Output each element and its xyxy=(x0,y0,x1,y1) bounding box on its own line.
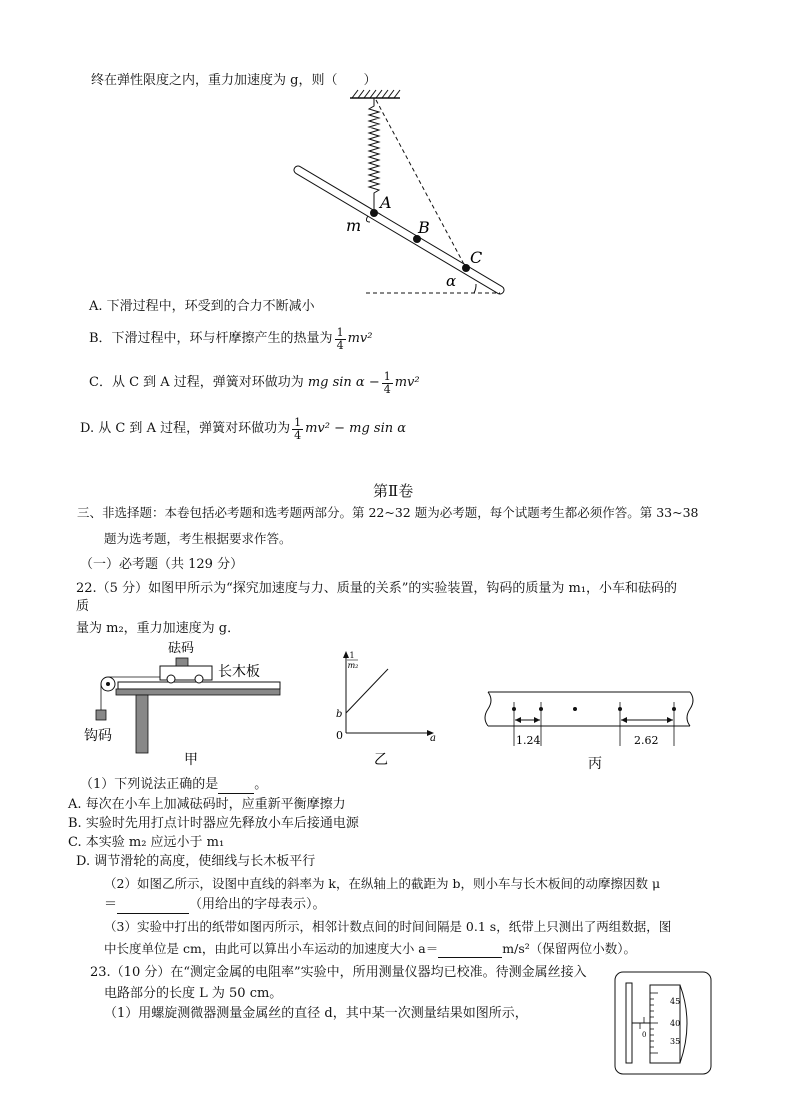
fraction-quarter: $\frac{1}{4}$ xyxy=(383,369,391,396)
q23-line3: （1）用螺旋测微器测量金属丝的直径 d，其中某一次测量结果如图所示， xyxy=(104,1006,528,1021)
fraction-quarter: $\frac{1}{4}$ xyxy=(294,415,302,442)
apparatus-figure xyxy=(80,638,290,770)
weights-block xyxy=(176,658,188,666)
hook-weight xyxy=(96,710,106,720)
q22-sub3-line2 xyxy=(104,940,636,958)
required-section: （一）必考题（共 129 分） xyxy=(80,557,244,572)
label-weights: 砝码 xyxy=(168,641,195,656)
q22-option-C: C. 本实验 m₂ 应远小于 m₁ xyxy=(68,835,225,850)
label-A: A xyxy=(380,193,392,212)
tick-35: 35 xyxy=(670,1037,681,1046)
caption-bing: 丙 xyxy=(588,756,602,772)
answer-blank[interactable] xyxy=(117,913,189,914)
mv2-term: mv² xyxy=(347,331,373,346)
q22-sub3-text: 中长度单位是 cm，由此可以算出小车运动的加速度大小 a＝ xyxy=(104,941,439,956)
option-D-text: D. 从 C 到 A 过程，弹簧对环做功为 xyxy=(80,421,291,436)
label-hook: 钩码 xyxy=(84,728,112,744)
option-C-text: C．从 C 到 A 过程，弹簧对环做功为 xyxy=(89,375,304,390)
caption-jia: 甲 xyxy=(184,752,198,768)
q22-option-A: A. 每次在小车上加减砝码时，应重新平衡摩擦力 xyxy=(68,797,346,812)
table-leg xyxy=(136,695,148,753)
table-top xyxy=(116,689,280,695)
q22-line1: 22.（5 分）如图甲所示为“探究加速度与力、质量的关系”的实验装置，钩码的质量为 m₁，小车和砝码的 xyxy=(76,581,678,596)
option-C xyxy=(89,366,420,400)
anvil xyxy=(626,983,632,1063)
ceiling-hatch xyxy=(352,90,400,98)
option-C-expr: mg sin α − xyxy=(307,375,380,390)
q22-sub3-line1: （3）实验中打出的纸带如图丙所示，相邻计数点间的时间间隔是 0.1 s，纸带上只测出了两组数据，图 xyxy=(104,919,672,934)
ylabel-den: m₂ xyxy=(347,661,359,670)
cart-wheel xyxy=(195,675,203,683)
q22-sub1-text: （1）下列说法正确的是 xyxy=(80,777,219,792)
label-m: m xyxy=(346,216,362,235)
caption-yi: 乙 xyxy=(374,752,388,768)
nonchoice-line1: 三、非选择题：本卷包括必考题和选考题两部分。第 22~32 题为必考题，每个试题考生都必须作答。第 33~38 xyxy=(77,505,699,520)
q22-sub3-unit: m/s²（保留两位小数）。 xyxy=(502,941,637,956)
origin-label: 0 xyxy=(336,729,343,742)
q22-sub2-hint: （用给出的字母表示）。 xyxy=(189,897,326,912)
equals-sign: ＝ xyxy=(104,897,118,912)
ylabel-num: 1 xyxy=(349,651,355,660)
q22-sub1 xyxy=(80,776,267,794)
q22-sub2-line2 xyxy=(104,896,326,914)
intercept-b: b xyxy=(336,709,343,720)
q22-option-B: B. 实验时先用打点计时器应先释放小车后接通电源 xyxy=(68,816,359,831)
nonchoice-line2: 题为选考题，考生根据要求作答。 xyxy=(104,531,292,546)
graph-line xyxy=(346,669,388,713)
label-C: C xyxy=(470,248,483,267)
q22-line2: 质 xyxy=(76,599,90,614)
graph-figure xyxy=(330,645,440,770)
ring-A xyxy=(370,209,378,217)
option-B-text: B．下滑过程中，环与杆摩擦产生的热量为 xyxy=(89,331,333,346)
label-board: 长木板 xyxy=(218,664,260,680)
tick-45: 45 xyxy=(670,997,681,1006)
tick-40: 40 xyxy=(670,1019,681,1028)
label-B: B xyxy=(418,218,430,237)
tape-dot xyxy=(573,707,577,711)
spring xyxy=(369,98,379,213)
cart-wheel xyxy=(167,675,175,683)
tape-right-edge xyxy=(687,692,693,726)
tape-left-edge xyxy=(485,692,491,726)
q23-line2: 电路部分的长度 L 为 50 cm。 xyxy=(104,986,283,1001)
q22-line3: 量为 m₂，重力加速度为 g． xyxy=(76,621,241,636)
point-C xyxy=(462,264,470,272)
alpha-arc xyxy=(474,284,476,293)
option-A: A. 下滑过程中，环受到的合力不断减小 xyxy=(89,299,315,314)
q23-line1: 23.（10 分）在“测定金属的电阻率”实验中，所用测量仪器均已校准。待测金属丝接入 xyxy=(90,965,587,980)
q22-sub1-end: 。 xyxy=(254,777,268,792)
option-D xyxy=(80,412,406,446)
answer-blank[interactable] xyxy=(218,793,254,794)
q22-sub2-line1: （2）如图乙所示，设图中直线的斜率为 k，在纵轴上的截距为 b，则小车与长木板间的动摩擦因数 μ xyxy=(104,876,661,891)
section-title: 第Ⅱ卷 xyxy=(373,482,414,500)
micrometer-figure xyxy=(614,971,714,1077)
xlabel-a: a xyxy=(430,733,436,744)
main-zero: 0 xyxy=(642,1031,647,1039)
q22-option-D: D. 调节滑轮的高度，使细线与长木板平行 xyxy=(76,854,316,869)
dim-label-2: 2.62 xyxy=(634,734,659,747)
label-alpha: α xyxy=(446,272,457,290)
spring-rod-figure xyxy=(290,88,520,300)
question-intro: 终在弹性限度之内，重力加速度为 g，则（ ） xyxy=(91,73,377,88)
fraction-quarter: $\frac{1}{4}$ xyxy=(336,325,344,352)
tape-figure xyxy=(484,688,698,772)
dim-label-1: 1.24 xyxy=(516,734,541,747)
rod-fill xyxy=(298,170,500,290)
option-B xyxy=(89,322,372,356)
mv2-term: mv² xyxy=(394,375,420,390)
option-D-expr: mv² − mg sin α xyxy=(305,421,407,436)
answer-blank[interactable] xyxy=(438,957,502,958)
